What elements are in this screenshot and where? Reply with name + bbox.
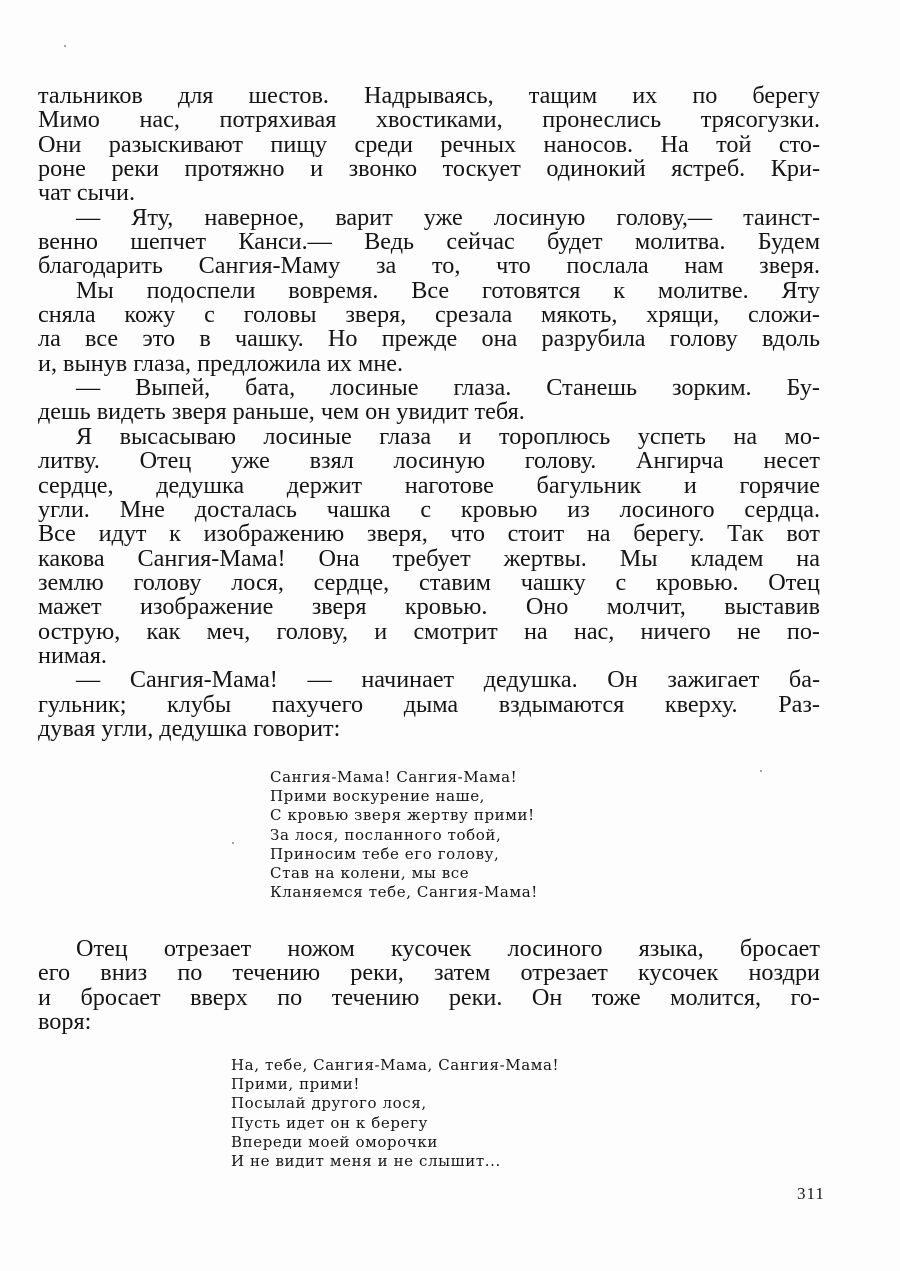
text-line: чат сычи.	[38, 179, 136, 207]
verse-line: Посылай другого лося,	[231, 1094, 427, 1113]
scan-speck	[760, 770, 762, 772]
verse-line: Пусть идет он к берегу	[231, 1113, 428, 1132]
text-line: и, вынув глаза, предложила их мне.	[38, 349, 404, 377]
text-line: — Выпей, бата, лосиные глаза. Станешь зорким. Бу-	[76, 374, 820, 402]
prose-part-1	[38, 84, 820, 741]
text-line: Отец отрезает ножом кусочек лосиного языка, бросает	[76, 935, 820, 962]
prayer-verse-1	[270, 768, 538, 902]
verse-line: Впереди моей оморочки	[231, 1132, 438, 1151]
verse-line: Приносим тебе его голову,	[270, 844, 500, 863]
text-line: и бросает вверх по течению реки. Он тоже молится, го-	[38, 983, 820, 1011]
verse-line: И не видит меня и не слышит...	[231, 1152, 501, 1171]
scan-speck	[232, 842, 234, 844]
text-line: его вниз по течению реки, затем отрезает кусочек ноздри	[38, 959, 820, 987]
scan-speck	[64, 45, 66, 47]
text-line: венно шепчет Канси.— Ведь сейчас будет молитва. Будем	[38, 228, 820, 256]
verse-line: Кланяемся тебе, Сангия-Мама!	[270, 883, 538, 902]
text-line: острую, как меч, голову, и смотрит на нас, ничего не по-	[38, 617, 820, 645]
text-line: роне реки протяжно и звонко тоскует одинокий ястреб. Кри-	[38, 155, 820, 183]
verse-line: Прими воскурение наше,	[270, 787, 486, 806]
text-line: сердце, дедушка держит наготове багульник и горячие	[38, 471, 820, 499]
text-line: Все идут к изображению зверя, что стоит на берегу. Так вот	[38, 520, 820, 548]
text-line: сняла кожу с головы зверя, срезала мякоть, хрящи, сложи-	[38, 301, 820, 329]
text-line: литву. Отец уже взял лосиную голову. Ангирча несет	[38, 447, 820, 475]
text-line: какова Сангия-Мама! Она требует жертвы. Мы кладем на	[38, 544, 820, 572]
text-line: Они разыскивают пищу среди речных наносов. На той сто-	[38, 130, 820, 158]
text-line: — Сангия-Мама! — начинает дедушка. Он зажигает ба-	[76, 666, 820, 694]
text-line: дувая угли, дедушка говорит:	[38, 714, 341, 742]
text-line: Я высасываю лосиные глаза и тороплюсь успеть на мо-	[76, 422, 820, 450]
text-line: Мимо нас, потряхивая хвостиками, пронеслись трясогузки.	[38, 106, 820, 134]
text-line: мажет изображение зверя кровью. Оно молчит, выставив	[38, 593, 820, 621]
text-line: Мы подоспели вовремя. Все готовятся к молитве. Яту	[76, 276, 820, 304]
verse-line: Прими, прими!	[231, 1075, 360, 1094]
page-number: 311	[797, 1184, 825, 1203]
text-line: воря:	[38, 1008, 92, 1036]
verse-line: Сангия-Мама! Сангия-Мама!	[270, 768, 518, 786]
verse-line: На, тебе, Сангия-Мама, Сангия-Мама!	[231, 1056, 560, 1074]
verse-line: С кровью зверя жертву прими!	[270, 806, 535, 825]
text-line: тальников для шестов. Надрываясь, тащим их по берегу	[38, 82, 820, 109]
text-line: гульник; клубы пахучего дыма вздымаются кверху. Раз-	[38, 690, 820, 718]
text-line: землю голову лося, сердце, ставим чашку с кровью. Отец	[38, 568, 820, 596]
text-line: нимая.	[38, 641, 107, 669]
text-line: угли. Мне досталась чашка с кровью из лосиного сердца.	[38, 495, 820, 523]
text-line: ла все это в чашку. Но прежде она разрубила голову вдоль	[38, 325, 820, 353]
prayer-verse-2	[231, 1056, 559, 1171]
text-line: благодарить Сангия-Маму за то, что послала нам зверя.	[38, 252, 820, 280]
prose-part-2	[38, 937, 820, 1034]
verse-line: Став на колени, мы все	[270, 864, 470, 883]
text-line: дешь видеть зверя раньше, чем он увидит тебя.	[38, 398, 525, 426]
verse-line: За лося, посланного тобой,	[270, 825, 502, 844]
text-line: — Яту, наверное, варит уже лосиную голову,— таинст-	[76, 203, 820, 231]
